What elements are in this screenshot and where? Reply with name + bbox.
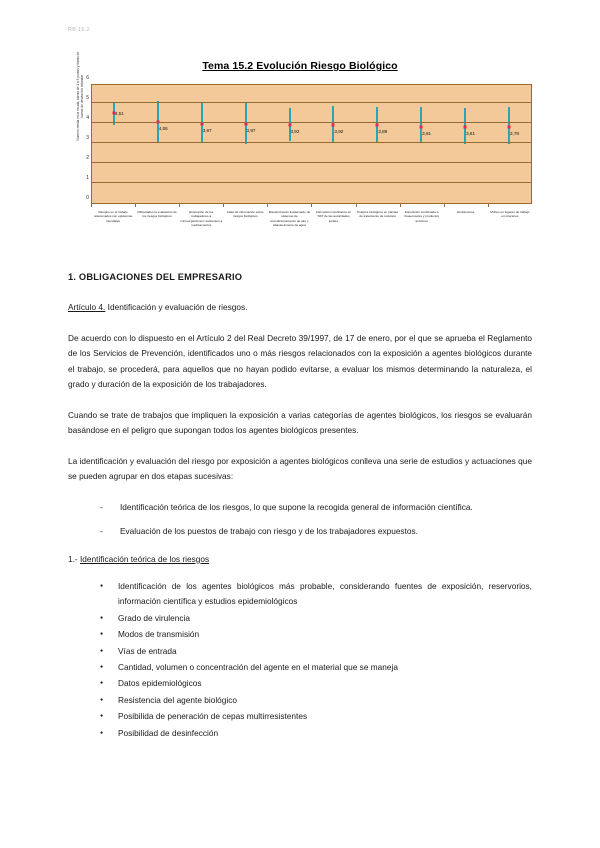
data-point-marker [420, 125, 423, 128]
list-item: - Evaluación de los puestos de trabajo con riesgo y de los trabajadores expuestos. [100, 524, 532, 540]
paragraph: De acuerdo con lo dispuesto en el Artículo 2 del Real Decreto 39/1997, de 17 de enero, por el que se aprueba el Reglamento de los Servicios de Prevención, identificados uno o más riesgos relacionados con la exposición a agentes biológicos durante el trabajo, se procederá, para aquellos que no hayan podido evitarse, a evaluar los mismos determinando la naturaleza, el grado y duración de la exposición de los trabajadores. [68, 332, 532, 389]
list-item: ● Datos epidemiológicos [100, 676, 532, 691]
y-axis-ticks [80, 75, 91, 204]
list-item: ● Modos de transmisión [100, 627, 532, 642]
article-line [68, 300, 532, 316]
subsection-title: Identificación teórica de los riesgos [80, 553, 210, 564]
data-value-label: 3,81 [422, 130, 432, 136]
plot-outer [91, 84, 532, 259]
dash-list [68, 500, 532, 540]
page-header-mark: RB 15.2 [68, 27, 90, 33]
x-tick [311, 204, 355, 207]
x-tick [91, 204, 135, 207]
gridline [92, 122, 531, 123]
list-item: ● Resistencia del agente biológico [100, 693, 532, 708]
data-value-label: 3,81 [466, 130, 476, 136]
bullet-list [68, 579, 532, 741]
list-item: ● Identificación de los agentes biológicos más probable, considerando fuentes de exposición, reservorios, información científica y estudios epidemiológicos [100, 579, 532, 610]
list-item: ● Posibilidad de desinfección [100, 726, 532, 741]
data-value-label: 3,78 [509, 131, 519, 137]
x-category-label: Endotoxinas [457, 210, 475, 214]
gridline [92, 142, 531, 143]
x-tick [356, 204, 400, 207]
article-label: Artículo 4. [68, 302, 106, 312]
y-axis-title-text: Número media en la escala, barras de 1 a 5 puntos y líneas de barras de desviación estándar [75, 51, 84, 141]
x-axis-labels [91, 210, 532, 227]
x-tick [444, 204, 488, 207]
list-item: ● Cantidad, volumen o concentración del agente en el material que se maneja [100, 660, 532, 675]
y-tick-label: 0 [86, 195, 89, 201]
x-tick [267, 204, 311, 207]
subsection-heading [68, 552, 532, 568]
x-category-label: Exposición de los trabajadores a microorganismos resistentes a medicamentos [180, 210, 223, 227]
x-tick [179, 204, 223, 207]
chart-title: Tema 15.2 Evolución Riesgo Biológico [202, 60, 398, 72]
data-point-marker [332, 123, 335, 126]
x-tick [400, 204, 444, 207]
y-tick-label: 6 [86, 75, 89, 81]
article-text: Identificación y evaluación de riesgos. [105, 302, 248, 312]
x-category-label: Exposición combinada a bioaerosoles y productos químicos [404, 210, 439, 223]
data-value-label: 3,89 [378, 129, 388, 135]
x-category-label: Falta de información sobre riesgos biológicos [227, 210, 264, 219]
data-value-label: 4,51 [114, 110, 124, 116]
x-tick [488, 204, 532, 207]
data-value-label: 3,97 [202, 127, 212, 133]
data-point-marker [464, 125, 467, 128]
x-category-label: Formación insuficiente en SST de las autoridades locales [315, 210, 352, 223]
x-tick [135, 204, 179, 207]
document-body [68, 272, 532, 742]
x-category-label: Mohos en lugares de trabajo en interiores [490, 210, 530, 219]
data-value-label: 3,92 [290, 128, 300, 134]
plot-canvas [91, 84, 532, 204]
list-item: - Identificación teórica de los riesgos, lo que supone la recogida general de información científica. [100, 500, 532, 516]
y-tick-label: 1 [86, 175, 89, 181]
y-axis-title [68, 51, 84, 259]
y-tick-label: 5 [86, 95, 89, 101]
x-category-label: Mantenimiento inadecuado de sistemas de acondicionamiento de aire y abastecimiento de agua [268, 210, 311, 227]
y-tick-label: 4 [86, 115, 89, 121]
x-category-label: Riesgos en el trabajo relacionados con epidemias mundiales [93, 210, 133, 223]
x-axis-tickmarks [91, 204, 532, 207]
y-tick-label: 3 [86, 135, 89, 141]
paragraph: Cuando se trate de trabajos que impliquen la exposición a varias categorías de agentes biológicos, los riesgos se evaluarán basándose en el peligro que supongan todos los agentes biológicos presentes. [68, 409, 532, 435]
gridline [92, 162, 531, 163]
data-point-marker [508, 126, 511, 129]
data-point-marker [288, 123, 291, 126]
list-item: ● Posibilida de peneración de cepas multirresistentes [100, 709, 532, 724]
gridline [92, 102, 531, 103]
y-tick-label: 2 [86, 155, 89, 161]
paragraph: La identificación y evaluación del riesgo por exposición a agentes biológicos conlleva una serie de estudios y actuaciones que se pueden agrupar en dos etapas sucesivas: [68, 455, 532, 481]
x-tick [223, 204, 267, 207]
gridline [92, 182, 531, 183]
subsection-prefix: 1.- [68, 553, 80, 564]
data-value-label: 3,92 [334, 128, 344, 134]
x-category-label: Dificultades la evaluación de los riesgos biológicos [137, 210, 177, 219]
chart-figure [68, 51, 532, 259]
data-value-label: 4,06 [158, 125, 168, 131]
list-item: ● Vías de entrada [100, 644, 532, 659]
data-value-label: 3,97 [246, 127, 256, 133]
page-title: 1. OBLIGACIONES DEL EMPRESARIO [68, 272, 243, 282]
data-point-marker [376, 124, 379, 127]
x-category-label: Peligros biológicos en plantas de tratamiento de residuos [357, 210, 399, 219]
list-item: ● Grado de virulencia [100, 611, 532, 626]
